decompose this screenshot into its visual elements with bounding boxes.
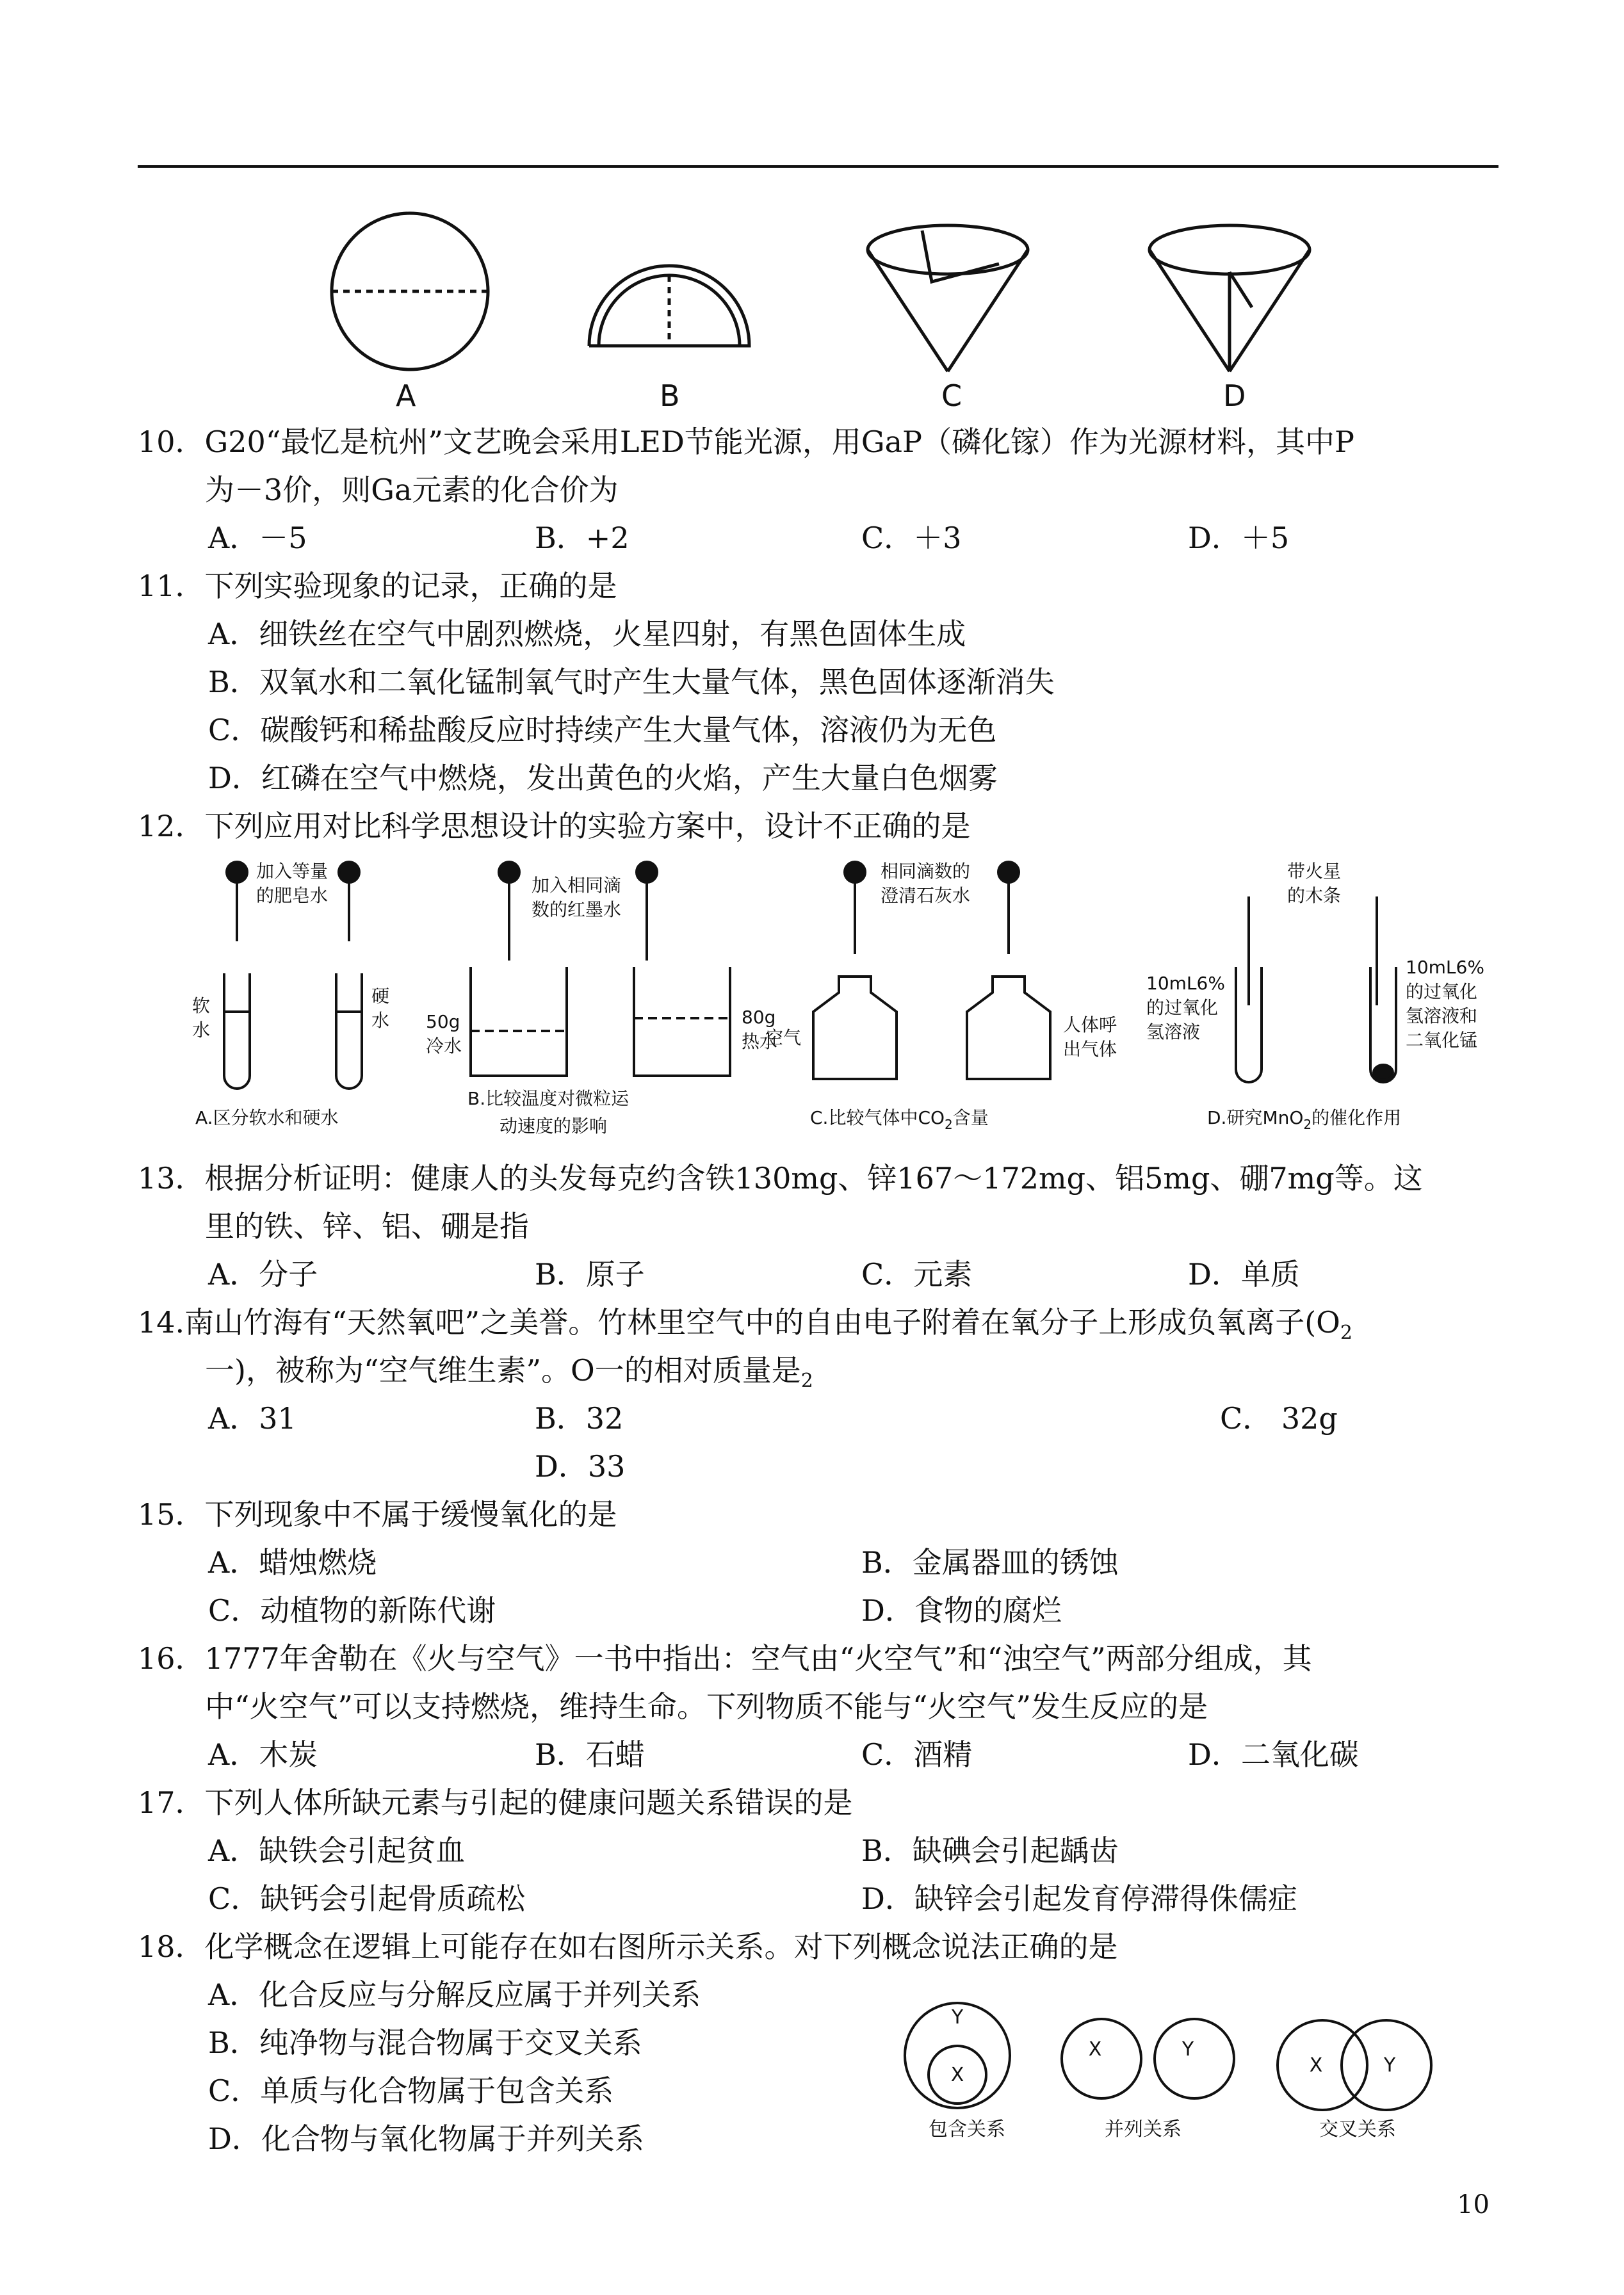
q16-stem-1: 16．1777年舍勒在《火与空气》一书中指出：空气由“火空气”和“浊空气”两部分组成，其 [138,1641,1312,1676]
q12-b-left-1: 50g [426,1011,460,1032]
q10-option-a: A．－5 [208,521,307,555]
q12-d-right-4: 二氧化锰 [1406,1030,1478,1051]
contain-caption: 包含关系 [929,2118,1005,2141]
q12-a-right-2: 水 [371,1010,390,1031]
q17-option-d: D．缺锌会引起发育停滞得侏儒症 [861,1881,1297,1916]
figure-d-cone [1149,225,1310,371]
q12-stem: 12．下列应用对比科学思想设计的实验方案中，设计不正确的是 [138,809,971,843]
q12-d-right-3: 氢溶液和 [1406,1005,1478,1026]
figure-label-d: D [1223,378,1246,413]
figure-label-b: B [660,378,680,413]
q11-option-d: D．红磷在空气中燃烧，发出黄色的火焰，产生大量白色烟雾 [208,761,998,795]
q17-option-b: B．缺碘会引起龋齿 [861,1833,1119,1868]
q12-d-apparatus [1236,896,1396,1082]
q17-stem: 17．下列人体所缺元素与引起的健康问题关系错误的是 [138,1785,853,1820]
q12-c-dropper-label-1: 相同滴数的 [881,861,971,882]
q11-option-c: C．碳酸钙和稀盐酸反应时持续产生大量气体，溶液仍为无色 [208,713,997,747]
q18-stem: 18．化学概念在逻辑上可能存在如右图所示关系。对下列概念说法正确的是 [138,1929,1118,1964]
intersect-right-label: Y [1383,2054,1396,2077]
q10-stem-1: 10．G20“最忆是杭州”文艺晚会采用LED节能光源，用GaP（磷化镓）作为光源材料，其中P [138,425,1354,459]
q16-stem-2: 中“火空气”可以支持燃烧，维持生命。下列物质不能与“火空气”发生反应的是 [205,1689,1208,1724]
q11-option-a: A．细铁丝在空气中剧烈燃烧，火星四射，有黑色固体生成 [208,617,966,651]
q12-d-caption: D.研究MnO$_2$的催化作用 [1207,1107,1402,1132]
q10-option-d: D．＋5 [1188,521,1290,555]
q12-c-right-1: 人体呼 [1063,1014,1117,1035]
q12-d-left-1: 10mL6% [1146,973,1225,994]
intersect-left-label: X [1309,2054,1323,2077]
parallel-caption: 并列关系 [1105,2118,1181,2141]
q12-c-right-2: 出气体 [1063,1039,1117,1060]
q12-b-dropper-label-1: 加入相同滴 [532,875,622,896]
q18-relation-figure [897,1985,1447,2152]
q12-a-left-1: 软 [192,995,211,1016]
q15-option-a: A．蜡烛燃烧 [208,1545,377,1580]
q12-b-right-2: 热水 [742,1031,778,1052]
q12-d-right-2: 的过氧化 [1406,981,1478,1002]
q17-option-c: C．缺钙会引起骨质疏松 [208,1881,526,1916]
header-rule [138,165,1498,168]
q13-option-a: A．分子 [208,1257,318,1292]
q12-b-dropper-label-2: 数的红墨水 [532,899,622,920]
q10-option-c: C．＋3 [861,521,962,555]
filter-paper-figure [307,211,1345,416]
q12-a-dropper-label-1: 加入等量 [256,861,329,882]
q12-a-dropper-label-2: 的肥皂水 [256,885,329,906]
q12-c-dropper-label-2: 澄清石灰水 [881,885,971,906]
figure-label-c: C [941,378,962,413]
page-number: 10 [1457,2190,1490,2219]
q18-option-c: C．单质与化合物属于包含关系 [208,2073,614,2108]
figure-c-cone [868,225,1028,371]
parallel-left-label: X [1088,2038,1102,2061]
q15-option-b: B．金属器皿的锈蚀 [861,1545,1119,1580]
q16-option-a: A．木炭 [208,1737,318,1772]
q13-option-c: C．元素 [861,1257,973,1292]
q12-b-left-2: 冷水 [426,1035,462,1057]
q18-option-a: A．化合反应与分解反应属于并列关系 [208,1977,701,2012]
q13-stem-2: 里的铁、锌、铝、硼是指 [205,1209,529,1244]
q12-a-caption: A.区分软水和硬水 [195,1107,339,1128]
q16-option-b: B．石蜡 [535,1737,645,1772]
q15-stem: 15．下列现象中不属于缓慢氧化的是 [138,1497,617,1532]
parallel-right-circle [1155,2019,1234,2098]
q12-experiments-figure [186,858,1498,1146]
q12-b-right-1: 80g [742,1007,776,1028]
q14-option-b: B．32 [535,1401,624,1436]
q12-d-left-3: 氢溶液 [1146,1021,1201,1042]
intersect-caption: 交叉关系 [1319,2118,1396,2141]
q12-d-top-label-2: 的木条 [1287,885,1342,906]
q12-c-left: 空气 [765,1027,802,1048]
q15-option-d: D．食物的腐烂 [861,1593,1062,1628]
q12-a-right-1: 硬 [371,985,390,1007]
q16-option-d: D．二氧化碳 [1188,1737,1359,1772]
q14-option-a: A．31 [208,1401,296,1436]
q13-stem-1: 13．根据分析证明：健康人的头发每克约含铁130mg、锌167～172mg、铝5mg、硼7mg等。这 [138,1161,1423,1196]
q12-d-top-label-1: 带火星 [1287,861,1342,882]
q12-d-right-1: 10mL6% [1406,957,1484,978]
q14-option-d: D．33 [535,1449,626,1484]
q17-option-a: A．缺铁会引起贫血 [208,1833,466,1868]
q13-option-d: D．单质 [1188,1257,1300,1292]
q12-b-caption-1: B.比较温度对微粒运 [467,1088,629,1109]
q18-option-b: B．纯净物与混合物属于交叉关系 [208,2025,642,2060]
q12-b-caption-2: 动速度的影响 [499,1115,608,1137]
q10-option-b: B．+2 [535,521,629,555]
q12-a-left-2: 水 [192,1019,211,1041]
q12-c-caption: C.比较气体中$CO_2$含量 [810,1107,989,1132]
contain-outer-label: Y [951,2006,964,2029]
q10-stem-2: 为－3价，则Ga元素的化合价为 [205,473,619,507]
contain-inner-label: X [950,2064,964,2086]
figure-label-a: A [396,378,416,413]
q14-option-c: C． 32g [1220,1401,1338,1436]
q14-stem-2: 一)，被称为“空气维生素”。O一的相对质量是$_2$ [205,1353,813,1393]
q13-option-b: B．原子 [535,1257,645,1292]
q15-option-c: C．动植物的新陈代谢 [208,1593,496,1628]
q11-option-b: B．双氧水和二氧化锰制氧气时产生大量气体，黑色固体逐渐消失 [208,665,1055,699]
q14-stem-1: 14.南山竹海有“天然氧吧”之美誉。竹林里空气中的自由电子附着在氧分子上形成负氧离子($O_2$ [138,1305,1352,1345]
q11-stem: 11．下列实验现象的记录，正确的是 [138,569,617,603]
q12-d-left-2: 的过氧化 [1146,997,1219,1018]
q16-option-c: C．酒精 [861,1737,973,1772]
q18-option-d: D．化合物与氧化物属于并列关系 [208,2121,644,2156]
parallel-right-label: Y [1181,2038,1194,2061]
